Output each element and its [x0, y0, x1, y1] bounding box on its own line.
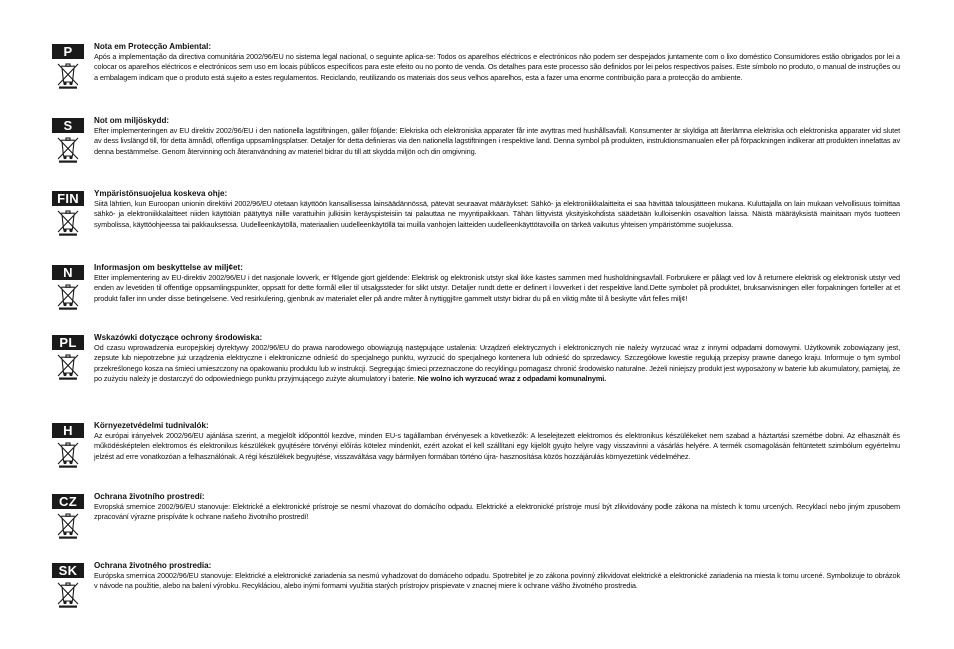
- weee-bin-icon: [57, 210, 84, 241]
- section-body: [94, 343, 900, 384]
- section-title: Környezetvédelmi tudnivalók:: [94, 421, 209, 430]
- section-body: [94, 571, 900, 592]
- language-column: [52, 423, 84, 473]
- section-text: [94, 421, 900, 462]
- language-code-badge: FIN: [52, 191, 84, 206]
- section-body-text: Od czasu wprowadzenia europejskiej dyrektywy 2002/96/EU do prawa narodowego obowiązują następujące ustalenia: Urządzeń elektrycznych i elektronicznych nie należy wyrzucać wraz z innymi odpadami domowymi. Użytkownik zobowiązany jest, zepsute lub niepotrzebne już urządzenia elektryczne i elektroniczne odnieść do specjalnego punktu, wyrzucić do specjalnego kontenera lub odnieść do sprzedawcy. Szczegółowe kwestie regulują przepisy prawne danego kraju. Informuje o tym symbol przekreślonego kosza na śmieci umieszczony na opakowaniu produktu lub w instrukcji. Segregując śmieci przeznaczone do recyklingu pomagasz chronić środowisko naturalne. Jeżeli niniejszy produkt jest wyposażony w baterie lub akumulatory, pamiętaj, że po zużyciu należy je dostarczyć do odpowiedniego punktu przyjmującego zużyte akumulatory i baterie.: [94, 343, 900, 383]
- language-code-badge: H: [52, 423, 84, 438]
- section-title: Ochrana životného prostredia:: [94, 561, 212, 570]
- section-text: [94, 561, 900, 592]
- language-code-badge: CZ: [52, 494, 84, 509]
- section-text: [94, 116, 900, 157]
- section-title: Ochrana životního prostredí:: [94, 492, 205, 501]
- section-text: [94, 492, 900, 523]
- section-body: [94, 502, 900, 523]
- section-title: Wskazówki dotyczące ochrony środowiska:: [94, 333, 263, 342]
- language-column: [52, 335, 84, 385]
- language-code-badge: P: [52, 44, 84, 59]
- section-text: [94, 263, 900, 304]
- language-column: [52, 563, 84, 613]
- language-column: [52, 265, 84, 315]
- section-body-text: Efter implementeringen av EU direktiv 2002/96/EU i den nationella lagstiftningen, gäller följande: Elekriska och elektroniska apparater får inte avyttras med hushållsavfall. Konsumenter är skyldiga att återlämna elektriska och elektroniska apparater vid slutet av dess livslängd till, för detta ämnådl, offentliga uppsamlingsplatser. Detaljer för detta definieras via den nationella lagstiftningen i respektive land. Denna symbol på produkten, instruktionsmanualen eller på förpackningen indikerar att produkten innefattas av denna bestämmelse. Genom återvinning och återanvändning av materiel bidrar du till att skydda miljön och din omgivning.: [94, 126, 900, 156]
- weee-bin-icon: [57, 354, 84, 385]
- language-code-badge: N: [52, 265, 84, 280]
- weee-bin-icon: [57, 63, 84, 94]
- section-text: [94, 189, 900, 230]
- section-body-text: Após a implementação da directiva comunitária 2002/96/EU no sistema legal nacional, o seguinte aplica-se: Todos os aparelhos eléctricos e electrónicos não podem ser despejados juntamente com o lixo doméstico Consumidores estão obrigados por lei a colocar os aparelhos eléctricos e electrónicos sem uso em locais públicos específicos para este efeito ou no ponto de venda. Os detalhes para este processo são definidos por lei pelos respectivos países. Este símbolo no produto, o manual de instruções ou a embalagem indicam que o produto está sujeito a estes regulamentos. Reciclando, reutilizando os materiais dos seus velhos aparelhos, esta a fazer uma enorme contribuição para a protecção do ambiente.: [94, 52, 900, 82]
- language-column: [52, 494, 84, 544]
- section-body-text: Az európai irányelvek 2002/96/EU ajánlása szerint, a megjelölt időponttól kezdve, minden EU-s tagállamban érvényesek a következők: A leselejtezett elektromos és elektronikus készülékeket nem szabad a háztartási szemétbe dobni. Az elhasznált és működésképtelen elektromos és elektronikus készülékek gyujtésére törvényi előírás kötelez mindenkit, ezért azokat el kell szállítani egy kijelölt gyujto helyre vagy visszavinni a vásárlás helyére. A termék csomagolásán feltüntetett szimbólum egyértelmu jelzést ad erre vonatkozóan a felhasználónak. A régi készülékek begyujtése, visszaváltása vagy bármilyen formában történo újra- hasznosítása közös hozzájárulás környezetünk védelméhez.: [94, 431, 900, 461]
- section-body-text: Siitä lähtien, kun Euroopan unionin direktiivi 2002/96/EU otetaan käyttöön kansallisessa lainsäädännössä, pätevät seuraavat määräykset: Sähkö- ja elektroniikkalaitteita ei saa hävittää talousjätteen mukana. Kuluttajalla on lain mukaan velvollisuus toimittaa sähkö- ja elektroniikkalaitteet niiden käyttöiän päätyttyä niille varattuihin julkisiin keräyspisteisiin tai palauttaa ne myyntipaikkaan. Tähän liittyvistä yksityiskohdista säädetään kulloisenkin osavaltion laissa. Näistä määräyksistä mainitaan myös tuotteen symbolissa, käyttöohjeessa tai pakkauksessa. Uudelleenkäytöllä, materiaalien uudelleenkäytöllä tai muilla vanhojen laitteiden uudelleenkäyttötavoilla on tärkeä vaikutus yhteisen ympäristömme suojelussa.: [94, 199, 900, 229]
- language-column: [52, 118, 84, 168]
- section-body: [94, 431, 900, 462]
- section-body: [94, 273, 900, 304]
- section-body: [94, 126, 900, 157]
- weee-bin-icon: [57, 513, 84, 544]
- section-body: [94, 52, 900, 83]
- language-code-badge: SK: [52, 563, 84, 578]
- section-title: Informasjon om beskyttelse av milj¢et:: [94, 263, 243, 272]
- section-text: [94, 42, 900, 83]
- language-column: [52, 191, 84, 241]
- section-body: [94, 199, 900, 230]
- section-body-text: Európska smernica 20002/96/EU stanovuje: Elektrické a elektronické zariadenia sa nesmú vyhadzovat do domáceho odpadu. Spotrebitel je zo zákona povinný zlikvidovat elektrické a elektronické zariadenia na miesta k tomu urcené. Symbolizuje to obrázok v návode na použitie, alebo na balení výrobku. Recykláciou, alebo inými formami využitia starých prístrojov prispievate v znacnej miere k ochrane vášho životného prostredia.: [94, 571, 900, 591]
- weee-bin-icon: [57, 442, 84, 473]
- weee-bin-icon: [57, 137, 84, 168]
- weee-bin-icon: [57, 582, 84, 613]
- section-body-text: Evropská smernice 2002/96/EU stanovuje: Elektrické a elektronické prístroje se nesmí vhazovat do domácího odpadu. Elektrické a elektronické prístroje musí být zlikvidovány podle zákona na místech k tomu urcených. Recyklací nebo jiným zpusobem zpracování výrazne prispíváte k ochrane našeho životního prostredí!: [94, 502, 900, 522]
- weee-bin-icon: [57, 284, 84, 315]
- language-column: [52, 44, 84, 94]
- section-text: [94, 333, 900, 384]
- section-title: Ympäristönsuojelua koskeva ohje:: [94, 189, 228, 198]
- language-code-badge: PL: [52, 335, 84, 350]
- section-title: Not om miljöskydd:: [94, 116, 170, 125]
- language-code-badge: S: [52, 118, 84, 133]
- section-title: Nota em Protecção Ambiental:: [94, 42, 212, 51]
- section-body-text: Etter implementering av EU-direktiv 2002/96/EU i det nasjonale lovverk, er f¢lgende gjort gjeldende: Elektrisk og elektronisk utstyr skal ikke kastes sammen med husholdningsavfall. Forbrukere er pålagt ved lov å returnere elektrisk og elektronisk utstyr ved enden av levetiden til offentlige oppsamlingspunkter, oppsatt for dette formål eller til utsalgssteder for slikt utstyr. Detaljer rundt dette er definert i lovverket i det respektive land.Dette symbolet på produktet, bruksanvisningen eller forpakningen forteller at et produkt faller inn under disse betingelsene. Ved resirkulering, gjenbruk av materialet eller på andre måter å nyttiggj¢re gammelt utstyr bidrar du på en viktig måte til å beskytte vårt felles milj¢!: [94, 273, 900, 303]
- section-body-emphasis: Nie wolno ich wyrzucać wraz z odpadami komunalnymi.: [417, 373, 607, 383]
